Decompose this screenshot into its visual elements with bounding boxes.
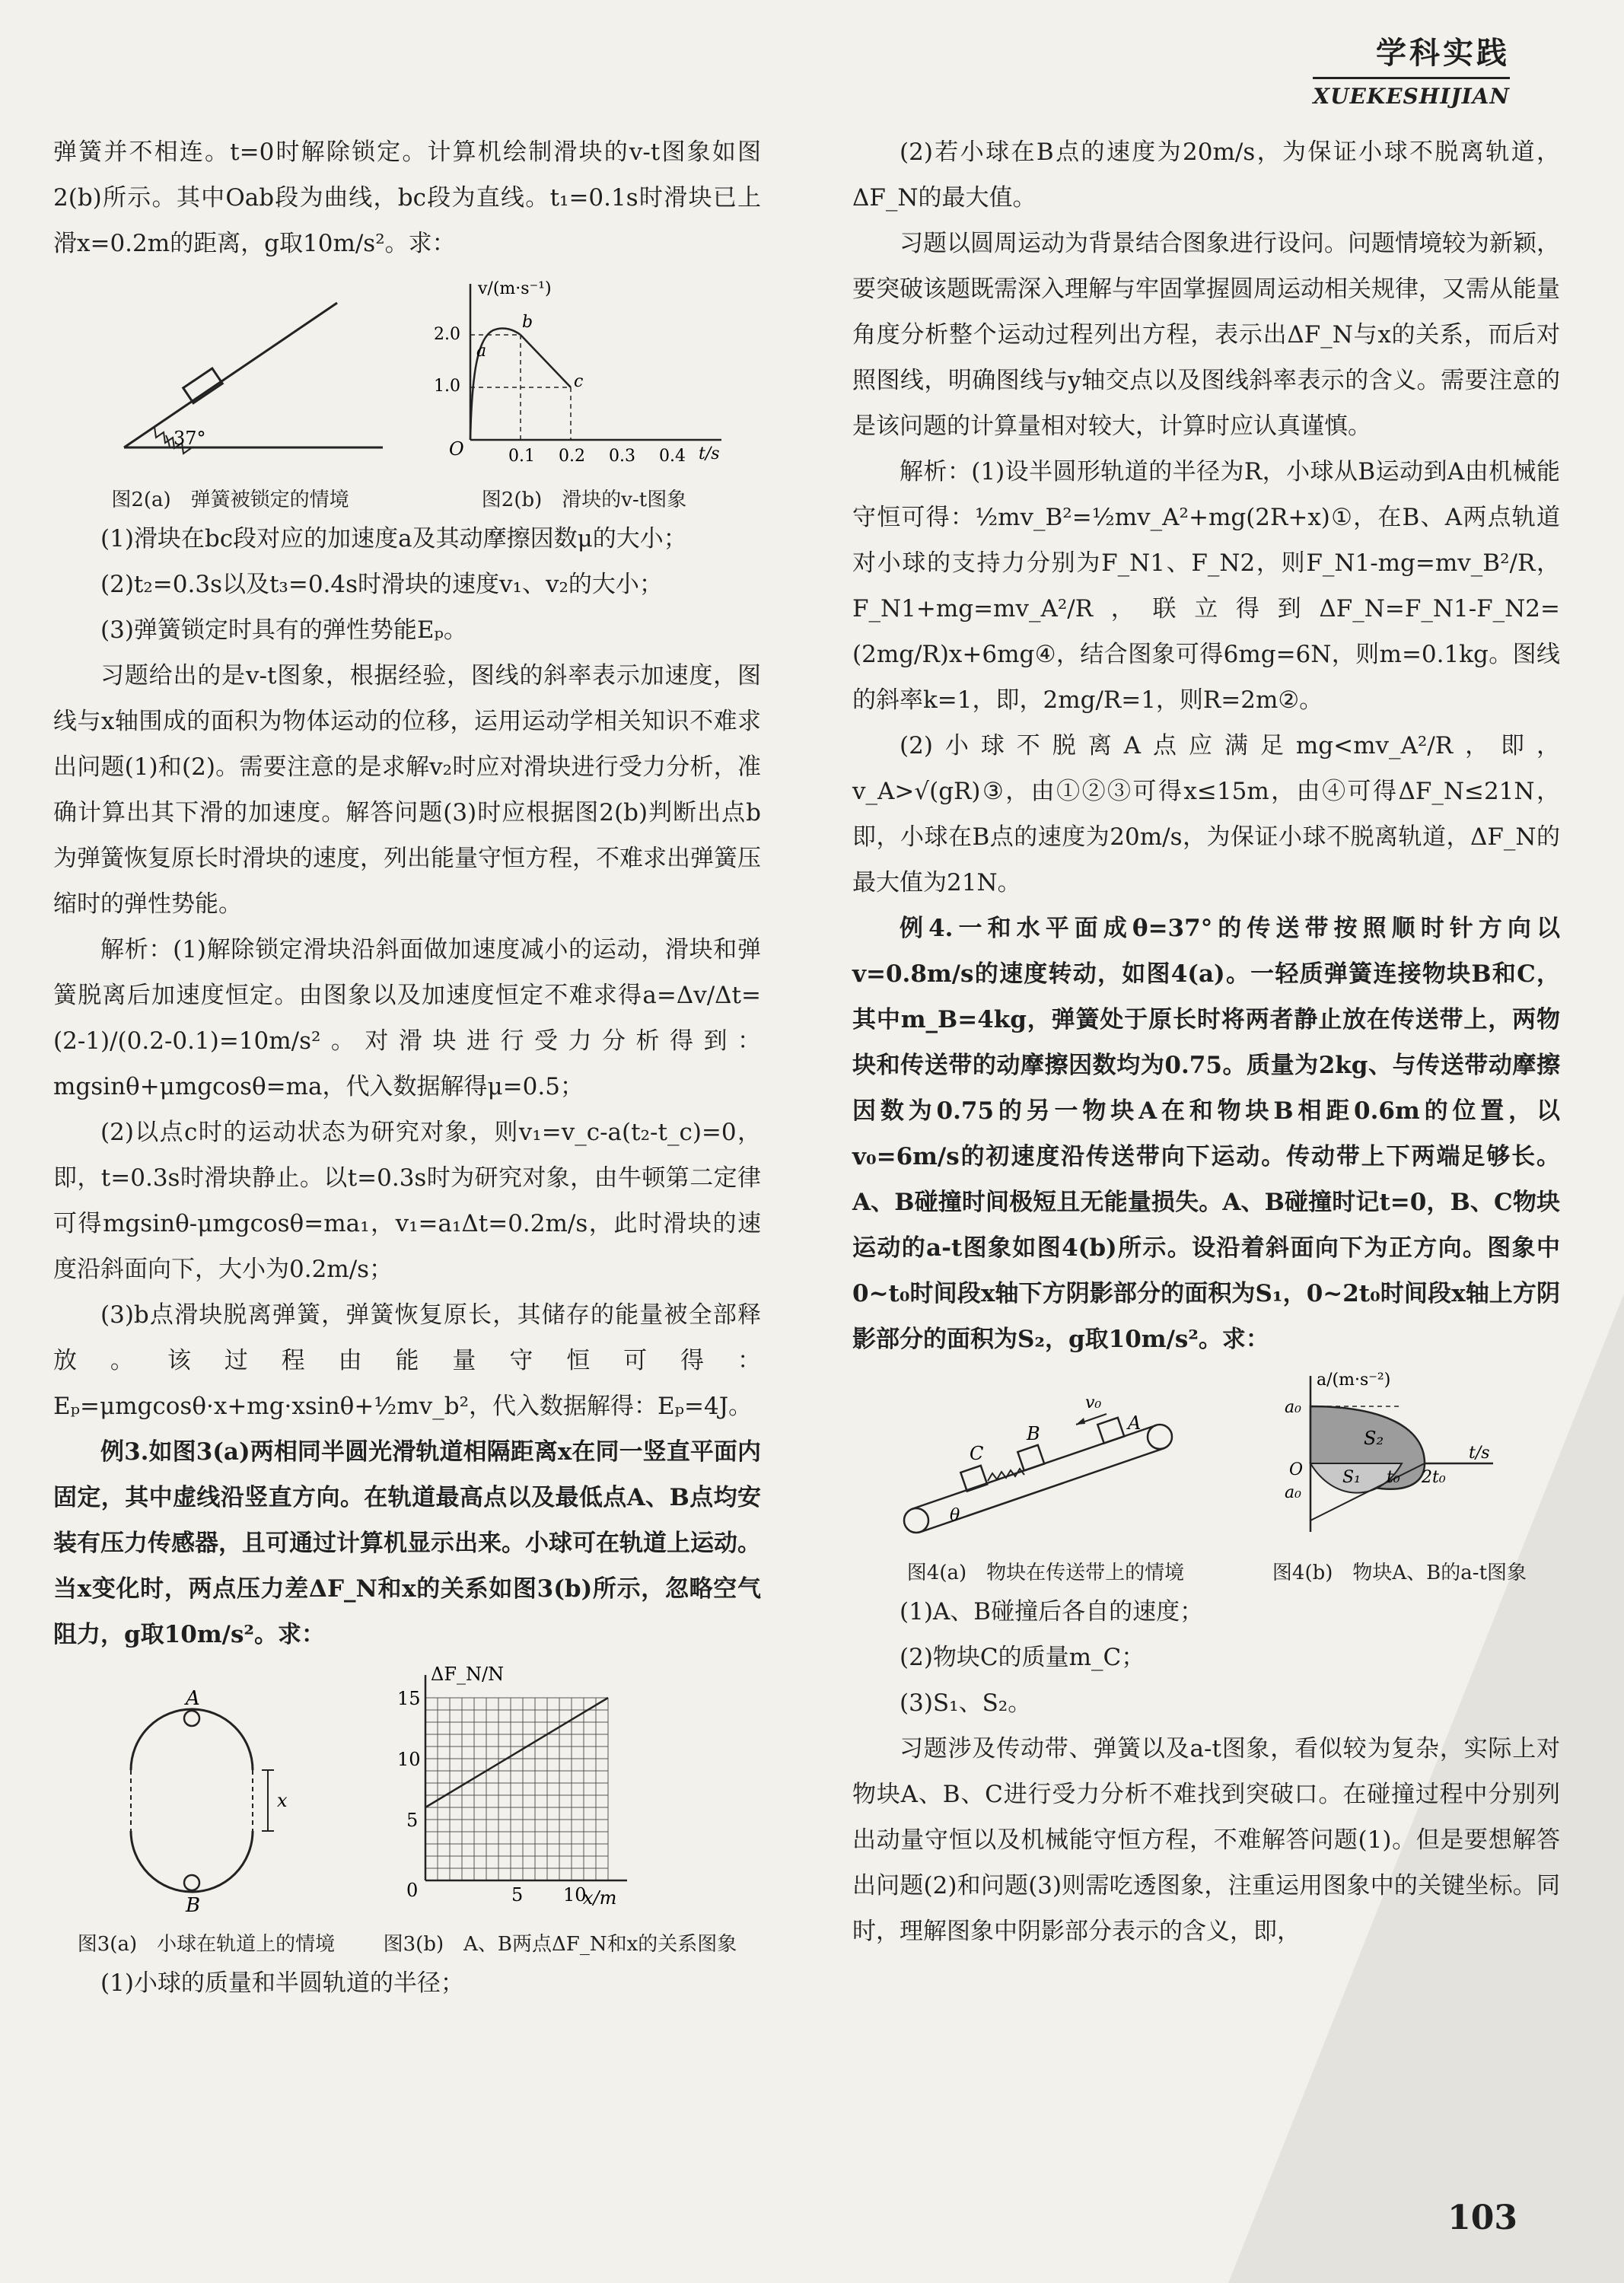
x-tick: 0.4	[658, 447, 686, 466]
grid	[425, 1698, 608, 1880]
question-1: (1)A、B碰撞后各自的速度；	[900, 1598, 1204, 1625]
figure-3b-caption: 图3(b) A、B两点ΔF_N和x的关系图象	[383, 1933, 737, 1956]
question-2: (2)若小球在B点的速度为20m/s，为保证小球不脱离轨道，ΔF_N的最大值。	[852, 139, 1560, 212]
label-A: A	[1127, 1412, 1142, 1434]
figure-4a	[886, 1391, 1205, 1586]
label-S2: S₂	[1363, 1428, 1384, 1449]
block-A	[1097, 1418, 1124, 1444]
paragraph: (2)小球不脱离A点应满足mg<mv_A²/R，即，v_A>√(gR)③，由①②③可得x≤15m，由④可得ΔF_N≤21N，即，小球在B点的速度为20m/s，为保证小球不脱离轨道，ΔF_N的最大值为21N。	[852, 732, 1560, 896]
figure-3a	[78, 1686, 335, 1957]
sensor-A	[184, 1711, 199, 1726]
label-t0: t₀	[1386, 1468, 1400, 1487]
y-axis-label: a/(m·s⁻²)	[1316, 1371, 1391, 1390]
label-B: B	[1026, 1423, 1040, 1444]
paragraph: (3)b点滑块脱离弹簧，弹簧恢复原长，其储存的能量被全部释放。该过程由能量守恒可得：Eₚ=μmgcosθ·x+mg·xsinθ+½mv_b²，代入数据解得：Eₚ=4J。	[53, 1301, 761, 1420]
question-3: (3)S₁、S₂。	[900, 1689, 1032, 1717]
a0-bottom: a₀	[1284, 1483, 1301, 1502]
figure-4b	[1272, 1368, 1527, 1586]
x-tick: 5	[511, 1884, 523, 1906]
figure-4	[852, 1368, 1560, 1586]
question-1: (1)滑块在bc段对应的加速度a及其动摩擦因数μ的大小；	[100, 525, 687, 552]
a0-top: a₀	[1284, 1398, 1301, 1417]
label-2t0: 2t₀	[1421, 1468, 1446, 1487]
label-C: C	[969, 1443, 984, 1464]
y-axis-label: v/(m·s⁻¹)	[477, 279, 552, 298]
block-B	[1017, 1445, 1044, 1471]
example-4-paragraph: 例4.一和水平面成θ=37°的传送带按照顺时针方向以v=0.8m/s的速度转动，如图4(a)。一轻质弹簧连接物块B和C，其中m_B=4kg，弹簧处于原长时将两者静止放在传送带上，两物块和传送带的动摩擦因数均为0.75。质量为2kg、与传送带动摩擦因数为0.75的另一物块A在和物块B相距0.6m的位置，以v₀=6m/s的初速度沿传送带向下运动。传动带上下两端足够长。A、B碰撞时间极短且无能量损失。A、B碰撞时记t=0，B、C物块运动的a-t图象如图4(b)所示。设沿着斜面向下为正方向。图象中0~t₀时间段x轴下方阴影部分的面积为S₁，0~2t₀时间段x轴上方阴影部分的面积为S₂，g取10m/s²。求：	[852, 915, 1560, 1353]
vt-graph	[432, 272, 737, 470]
question-3: (3)弹簧锁定时具有的弹性势能Eₚ。	[100, 616, 467, 644]
pulley-bottom	[904, 1508, 928, 1533]
label-S1: S₁	[1342, 1468, 1361, 1487]
running-header	[1313, 29, 1510, 109]
figure-2b	[432, 272, 737, 513]
lower-semicircle	[131, 1831, 253, 1892]
label-A: A	[185, 1687, 200, 1710]
figure-3	[53, 1664, 761, 1957]
point-label: b	[521, 313, 533, 332]
figure-4b-caption: 图4(b) 物块A、B的a-t图象	[1272, 1562, 1527, 1584]
sensor-B	[184, 1875, 199, 1890]
header-title: 学科实践	[1376, 35, 1510, 71]
incline-line	[124, 303, 337, 447]
x-axis-label: t/s	[1468, 1444, 1490, 1463]
y-tick: 15	[396, 1688, 421, 1709]
origin-label: 0	[406, 1880, 418, 1901]
label-x: x	[276, 1790, 288, 1811]
question-2: (2)物块C的质量m_C；	[900, 1644, 1145, 1671]
figure-3a-caption: 图3(a) 小球在轨道上的情境	[77, 1933, 336, 1956]
figure-2a	[78, 295, 383, 513]
line-bc	[521, 335, 571, 387]
x-axis-label: x/m	[582, 1887, 617, 1909]
header-subtitle: XUEKESHIJIAN	[1313, 77, 1510, 109]
paragraph: 解析：(1)设半圆形轨道的半径为R，小球从B运动到A由机械能守恒可得：½mv_B²=½mv_A²+mg(2R+x)①，在B、A两点轨道对小球的支持力分别为F_N1、F_N2，则F_N1-mg=mv_B²/R，F_N1+mg=mv_A²/R，联立得到ΔF_N=F_N1-F_N2=(2mg/R)x+6mg④，结合图象可得6mg=6N，则m=0.1kg。图线的斜率k=1，即，2mg/R=1，则R=2m②。	[852, 458, 1560, 714]
y-tick: 1.0	[433, 377, 460, 396]
data-line	[425, 1698, 608, 1807]
point-label: c	[573, 372, 583, 391]
x-tick: 0.1	[508, 447, 535, 466]
paragraph: (2)以点c时的运动状态为研究对象，则v₁=v_c-a(t₂-t_c)=0，即，t=0.3s时滑块静止。以t=0.3s时为研究对象，由牛顿第二定律可得mgsinθ-μmgcosθ=ma₁，v₁=a₁Δt=0.2m/s，此时滑块的速度沿斜面向下，大小为0.2m/s；	[53, 1119, 761, 1283]
right-column	[852, 129, 1560, 1954]
paragraph: 解析：(1)解除锁定滑块沿斜面做加速度减小的运动，滑块和弹簧脱离后加速度恒定。由图象以及加速度恒定不难求得a=Δv/Δt=(2-1)/(0.2-0.1)=10m/s²。对滑块进行受力分析得到：mgsinθ+μmgcosθ=ma，代入数据解得μ=0.5；	[53, 936, 761, 1100]
example-3-paragraph: 例3.如图3(a)两相同半圆光滑轨道相隔距离x在同一竖直平面内固定，其中虚线沿竖直方向。在轨道最高点以及最低点A、B点均安装有压力传感器，且可通过计算机显示出来。小球可在轨道上运动。当x变化时，两点压力差ΔF_N和x的关系如图3(b)所示，忽略空气阻力，g取10m/s²。求：	[53, 1438, 761, 1648]
left-column	[53, 129, 761, 2006]
x-tick: 10	[562, 1884, 587, 1906]
paragraph: 习题涉及传动带、弹簧以及a-t图象，看似较为复杂，实际上对物块A、B、C进行受力分析不难找到突破口。在碰撞过程中分别列出动量守恒以及机械能守恒方程，不难解答问题(1)。但是要想解答出问题(2)和问题(3)则需吃透图象，注重运用图象中的关键坐标。同时，理解图象中阴影部分表示的含义，即，	[852, 1735, 1560, 1945]
label-B: B	[185, 1894, 200, 1915]
label-theta: θ	[949, 1506, 960, 1525]
page-number: 103	[1447, 2199, 1517, 2237]
angle-label: 37°	[173, 428, 206, 449]
y-tick: 10	[396, 1749, 421, 1770]
track-diagram	[78, 1686, 306, 1915]
conveyor-diagram	[886, 1391, 1205, 1543]
point-label: a	[476, 342, 486, 361]
origin-label: O	[448, 438, 464, 460]
at-graph	[1272, 1368, 1501, 1543]
figure-2b-caption: 图2(b) 滑块的v-t图象	[481, 489, 687, 511]
figure-2a-caption: 图2(a) 弹簧被锁定的情境	[111, 489, 349, 511]
figure-3b	[384, 1664, 737, 1957]
x-axis-label: t/s	[698, 444, 720, 463]
pulley-top	[1148, 1425, 1172, 1449]
y-tick: 5	[406, 1810, 418, 1831]
x-tick: 0.3	[608, 447, 635, 466]
question-1: (1)小球的质量和半圆轨道的半径；	[100, 1969, 464, 1997]
figure-2	[53, 272, 761, 513]
spring-incline-diagram	[78, 295, 383, 470]
upper-semicircle	[131, 1709, 253, 1770]
spring-BC	[988, 1469, 1024, 1481]
paragraph: 习题以圆周运动为背景结合图象进行设问。问题情境较为新颖，要突破该题既需深入理解与牢固掌握圆周运动相关规律，又需从能量角度分析整个运动过程列出方程，表示出ΔF_N与x的关系，而后对照图线，明确图线与y轴交点以及图线斜率表示的含义。需要注意的是该问题的计算量相对较大，计算时应认真谨慎。	[852, 230, 1560, 440]
question-2: (2)t₂=0.3s以及t₃=0.4s时滑块的速度v₁、v₂的大小；	[100, 571, 663, 598]
figure-4a-caption: 图4(a) 物块在传送带上的情境	[906, 1562, 1185, 1584]
paragraph: 习题给出的是v-t图象，根据经验，图线的斜率表示加速度，图线与x轴围成的面积为物体运动的位移，运用运动学相关知识不难求出问题(1)和(2)。需要注意的是求解v₂时应对滑块进行受力分析，准确计算出其下滑的加速度。解答问题(3)时应根据图2(b)判断出点b为弹簧恢复原长时滑块的速度，列出能量守恒方程，不难求出弹簧压缩时的弹性势能。	[53, 662, 761, 918]
origin-label: O	[1288, 1460, 1303, 1479]
y-tick: 2.0	[433, 325, 460, 344]
y-axis-label: ΔF_N/N	[430, 1664, 504, 1685]
paragraph: 弹簧并不相连。t=0时解除锁定。计算机绘制滑块的v-t图象如图2(b)所示。其中Oab段为曲线，bc段为直线。t₁=0.1s时滑块已上滑x=0.2m的距离，g取10m/s²。求：	[53, 139, 761, 257]
x-tick: 0.2	[558, 447, 585, 466]
force-diff-graph	[384, 1664, 642, 1915]
label-v0: v₀	[1084, 1393, 1102, 1412]
